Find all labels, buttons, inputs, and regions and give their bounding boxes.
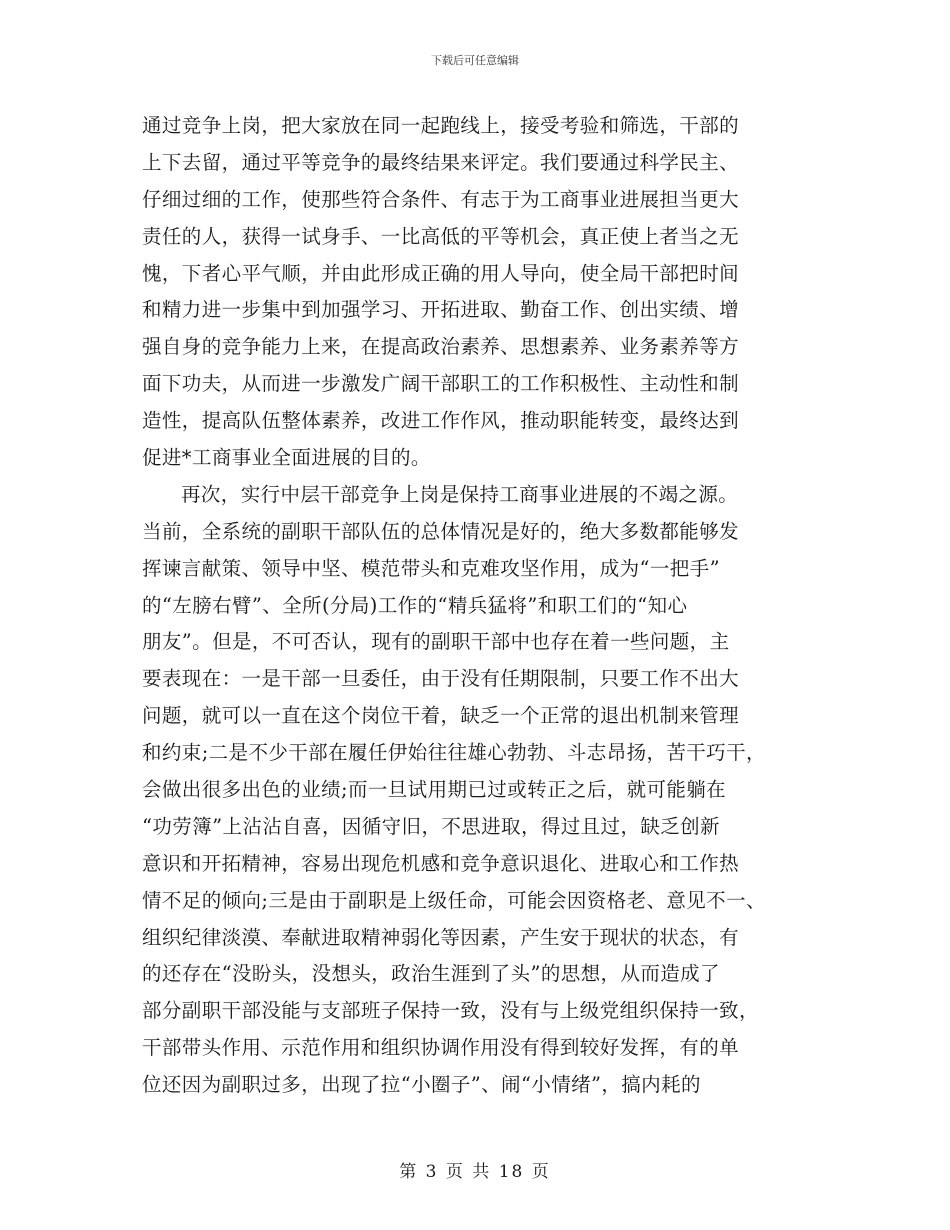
text-line: 当前，全系统的副职干部队伍的总体情况是好的，绝大多数都能够发: [142, 519, 740, 543]
text-line: 问题，就可以一直在这个岗位干着，缺乏一个正常的退出机制来管理: [142, 704, 740, 728]
body-text: [142, 108, 822, 1104]
text-line: 的还存在“没盼头，没想头，政治生涯到了头”的思想，从而造成了: [142, 962, 720, 986]
text-line: 愧，下者心平气顺，并由此形成正确的用人导向，使全局干部把时间: [142, 261, 740, 285]
text-line: 位还因为副职过多，出现了拉“小圈子”、闹“小情绪”，搞内耗的: [142, 1073, 701, 1097]
text-line: 上下去留，通过平等竞争的最终结果来评定。我们要通过科学民主、: [142, 150, 740, 174]
text-line: 意识和开拓精神，容易出现危机感和竞争意识退化、进取心和工作热: [142, 851, 740, 875]
text-line: 强自身的竞争能力上来，在提高政治素养、思想素养、业务素养等方: [142, 335, 740, 359]
text-line: 责任的人，获得一试身手、一比高低的平等机会，真正使上者当之无: [142, 224, 740, 248]
text-line: 和精力进一步集中到加强学习、开拓进取、勤奋工作、创出实绩、增: [142, 298, 740, 322]
text-line: 朋友”。但是，不可否认，现有的副职干部中也存在着一些问题，主: [142, 630, 730, 654]
text-line: 部分副职干部没能与支部班子保持一致，没有与上级党组织保持一致，: [142, 999, 759, 1023]
text-line: 情不足的倾向;三是由于副职是上级任命，可能会因资格老、意见不一、: [142, 888, 766, 912]
text-line: 造性，提高队伍整体素养，改进工作作风，推动职能转变，最终达到: [142, 409, 740, 433]
page-number: 第 3 页 共 18 页: [399, 1162, 551, 1182]
text-line: 挥谏言献策、领导中坚、模范带头和克难攻坚作用，成为“一把手”: [142, 556, 720, 580]
text-line: 要表现在：一是干部一旦委任，由于没有任期限制，只要工作不出大: [142, 667, 740, 691]
text-line: 促进*工商事业全面进展的目的。: [142, 446, 431, 470]
text-line: 面下功夫，从而进一步激发广阔干部职工的工作积极性、主动性和制: [142, 372, 740, 396]
paragraph-start-line: 再次，实行中层干部竞争上岗是保持工商事业进展的不竭之源。: [181, 482, 739, 506]
page-header: 下载后可任意编辑: [431, 54, 519, 67]
text-line: 的“左膀右臂”、全所(分局)工作的“精兵猛将”和职工们的“知心: [142, 593, 688, 617]
text-line: 干部带头作用、示范作用和组织协调作用没有得到较好发挥，有的单: [142, 1036, 740, 1060]
text-line: 组织纪律淡漠、奉献进取精神弱化等因素，产生安于现状的状态，有: [142, 925, 740, 949]
text-line: “功劳簿”上沾沾自喜，因循守旧，不思进取，得过且过，缺乏创新: [142, 814, 720, 838]
text-line: 和约束;二是不少干部在履任伊始往往雄心勃勃、斗志昂扬，苦干巧干，: [142, 741, 766, 765]
text-line: 仔细过细的工作，使那些符合条件、有志于为工商事业进展担当更大: [142, 187, 740, 211]
text-line: 会做出很多出色的业绩;而一旦试用期已过或转正之后，就可能躺在: [142, 778, 727, 802]
text-line: 通过竞争上岗，把大家放在同一起跑线上，接受考验和筛选，干部的: [142, 114, 740, 137]
